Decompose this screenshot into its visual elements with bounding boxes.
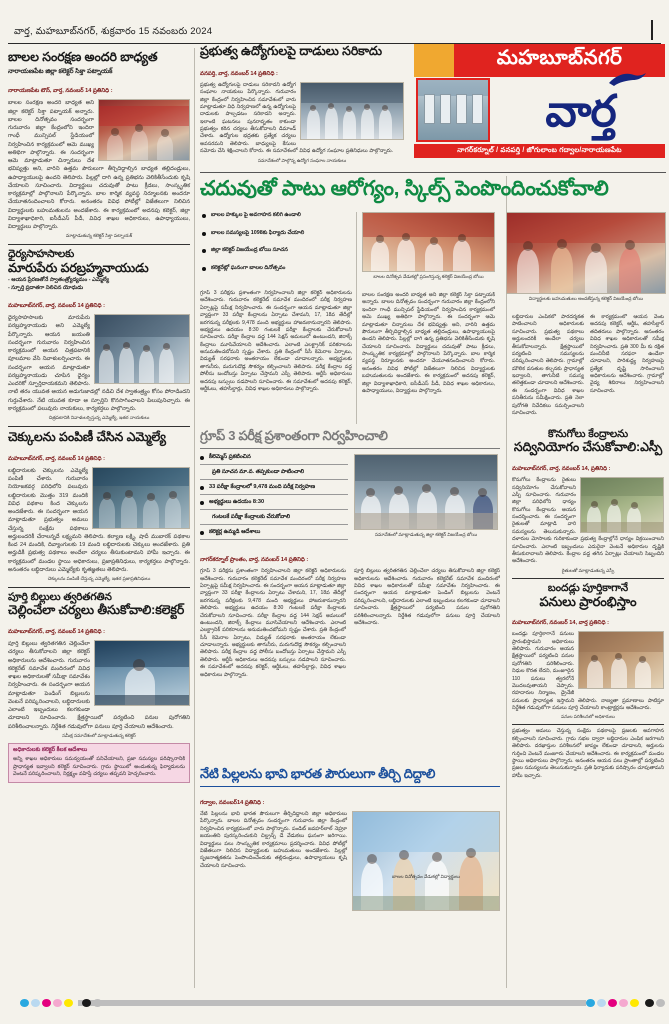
mid-story-3-heading: నేటి పిల్లలను భావి భారత పౌరులుగా తీర్చి దిద్దాలి [200, 766, 500, 787]
lead-photo-right-caption: విద్యార్థులకు బహుమతులు అందజేస్తున్న కలెక్టర్ విజయేంద్ర బోయి [528, 296, 644, 301]
right-story-3-caption: పనుల పరిశీలనలో అధికారులు [561, 714, 615, 720]
lead-bullet: బాలల హక్కుల పై అవగాహన కలిగి ఉండాలి [202, 212, 354, 219]
right-story-2-kicker: కొనుగోలు కేంద్రాలను [547, 428, 629, 440]
masthead [414, 44, 665, 166]
left-story-2-heading-2: మారుపేరు పరబ్రహ్మనాయుడు [8, 260, 149, 275]
right-story-2 [512, 428, 664, 574]
masthead-districts: నాగర్‌కర్నూల్ / వనపర్తి / జోగులాంబ గద్వాల/నారాయణపేట [457, 146, 622, 154]
right-story-2-caption: రైతులతో మాట్లాడుతున్న ఎస్పీ [561, 567, 615, 573]
right-story-2-body: కొనుగోలు కేంద్రాలను రైతులు సద్వినియోగం చేసుకోవాలని ఎస్పీ సూచించారు. గురువారం జిల్లా పరిధిలోని ధాన్యం కొనుగోలు కేంద్రాలను ఆయన సందర్శించారు. ఈ సందర్భంగా రైతులతో మాట్లాడి వారి సమస్యలను తెలుసుకున్నారు. దళారుల మోసాలకు గురికాకుండా ప్రభుత్వ కేంద్రాల్లోనే ధాన్యం విక్రయించాలని సూచించారు. ఎలాంటి ఇబ్బందులు ఎదురైనా వెంటనే అధికారుల దృష్టికి తీసుకురావాలని తెలిపారు. కేంద్రాల వద్ద తగిన ఏర్పాట్లు చేయాలని సిబ్బందిని ఆదేశించారు. [512, 477, 664, 565]
left-story-3-caption: చెక్కులను పంపిణీ చేస్తున్న ఎమ్మెల్యే, ఇతర ప్రజాప్రతినిధులు [47, 576, 151, 582]
left-story-4-body: పూర్తి బిల్లులు త్వరితగతిన చెల్లించేలా చర్యలు తీసుకోవాలని జిల్లా కలెక్టర్ అధికారులను ఆదేశించారు. గురువారం కలెక్టరేట్ సమావేశ మందిరంలో వివిధ శాఖల అధికారులతో సమీక్షా సమావేశం నిర్వహించారు. ఈ సందర్భంగా ఆయన మాట్లాడుతూ పెండింగ్ బిల్లులను వెంటనే పరిష్కరించాలని, లబ్ధిదారులకు ఎలాంటి ఇబ్బందులు కలగకుండా చూడాలని సూచించారు. క్షేత్రస్థాయిలో పర్యటించి పనుల పురోగతిని పరిశీలించాలన్నారు. నిర్దేశిత గడువులోగా పనులు పూర్తి చేయాలని ఆదేశించారు. [8, 641, 190, 730]
right-divider-1 [512, 578, 664, 579]
lead-top-rule [200, 172, 666, 173]
left-story-3-body: లబ్ధిదారులకు చెక్కులను ఎమ్మెల్యే పంపిణీ చేశారు. గురువారం నియోజకవర్గ పరిధిలోని పలువురు లబ్ధిదారులకు మొత్తం 319 మందికి వివిధ పథకాల కింద చెక్కులను అందజేశారు. ఈ సందర్భంగా ఆయన మాట్లాడుతూ ప్రభుత్వం అమలు చేస్తున్న సంక్షేమ పథకాలు అర్హులందరికీ చేరాలన్నదే లక్ష్యమని తెలిపారు. కల్యాణ లక్ష్మి, షాదీ ముబారక్ పథకాల కింద 24 మందికి, దివ్యాంగులకు 19 మంది లబ్ధిదారులకు చెక్కులు అందజేశారు. ప్రతి అర్హుడికీ ప్రభుత్వ పథకాలు అందేలా చర్యలు తీసుకుంటామని హామీ ఇచ్చారు. ఈ కార్యక్రమంలో మండల స్థాయి అధికారులు, ప్రజాప్రతినిధులు, కార్యకర్తలు పాల్గొన్నారు. అనంతరం లబ్ధిదారులు ఎమ్మెల్యేకు కృతజ్ఞతలు తెలిపారు. [8, 467, 190, 573]
mid-story-2-byline: నాగర్‌కర్నూల్ ప్రాంతం, వార్త, నవంబర్ 14 ప్రతినిధి : [200, 557, 309, 564]
right-column [512, 428, 664, 890]
left-divider-2 [8, 426, 190, 427]
masthead-districts-strip [414, 144, 665, 158]
lead-bullet-list [202, 212, 354, 282]
reg-dot-black [82, 999, 91, 1007]
column-rule-1 [194, 48, 195, 988]
mid-story-3 [200, 766, 500, 914]
left-story-1-body: బాలల సంరక్షణ అందరి బాధ్యత అని జిల్లా కలెక్టర్ సిక్తా పట్నాయక్ అన్నారు. బాలల దినోత్సవం సందర్భంగా గురువారం జిల్లా కేంద్రంలోని ఇందిరా గాంధీ మున్సిపల్ స్టేడియంలో నిర్వహించిన కార్యక్రమంలో ఆమె ముఖ్య అతిథిగా పాల్గొన్నారు. ఈ సందర్భంగా ఆమె మాట్లాడుతూ చిన్నారులు దేశ భవిష్యత్తు అని, వారిని ఉత్తమ పౌరులుగా తీర్చిదిద్దాల్సిన బాధ్యత తల్లిదండ్రులు, ఉపాధ్యాయులపై ఉందని తెలిపారు. పిల్లల్లో దాగి ఉన్న ప్రతిభను వెలికితీసేందుకు కృషి చేయాలని సూచించారు. విద్యార్థులు చదువుతో పాటు క్రీడలు, సాంస్కృతిక కార్యక్రమాల్లో పాల్గొనాలని పేర్కొన్నారు. బాల కార్మిక వ్యవస్థ నిర్మూలనకు అందరూ చేయూతనందించాలని కోరారు. అనంతరం వివిధ పోటీల్లో విజేతలుగా నిలిచిన విద్యార్థులకు బహుమతులను అందజేశారు. ఈ కార్యక్రమంలో అదనపు కలెక్టర్, జిల్లా విద్యాశాఖాధికారి, ఐసీడీఎస్ పీడీ, వివిధ శాఖల అధికారులు, ఉపాధ్యాయులు, విద్యార్థులు పాల్గొన్నారు. [8, 100, 190, 231]
mid-bullet: కలెక్టర్ల ఉమ్మడి ఆదేశాలు [200, 529, 348, 540]
left-story-1-heading: బాలల సంరక్షణ అందరి బాధ్యత [8, 50, 158, 64]
mid-story-2 [200, 428, 500, 768]
reg-dot-grey-right [656, 999, 665, 1007]
right-story-1-body-2: ఈ కార్యక్రమంలో ఆయన వెంట అదనపు కలెక్టర్, ఆర్డీఓ, తహసీల్దార్ తదితరులు పాల్గొన్నారు. అనంతరం వివిధ శాఖల అధికారులతో సమీక్ష నిర్వహించారు. ప్రతి 300 మీ కు రక్షిత మంచినీటి సరఫరా ఉండేలా చూడాలని, పారిశుద్ధ్య నిర్వహణపై ప్రత్యేక దృష్టి సారించాలని అధికారులను ఆదేశించారు. గ్రామాల్లో వైద్య శిబిరాలు నిర్వహించాలని సూచించారు. [590, 314, 664, 394]
reg-dot-yellow-right [630, 999, 639, 1007]
mid-story-2-bullet-list [200, 454, 348, 544]
masthead-city: మహబూబ్‌నగర్ [496, 47, 623, 69]
right-story-3 [512, 582, 664, 721]
left-story-1-photo [98, 99, 190, 161]
reg-dot-yellow [64, 999, 73, 1007]
mid-story-3-byline: గద్వాల, నవంబర్14 ప్రతినిధి : [200, 800, 265, 806]
right-story-2-byline: మహబూబ్‌నగర్, వార్త, నవంబర్ 14, ప్రతినిధి : [512, 466, 611, 473]
mid-bullet: అభ్యర్థులు ఉదయం 8:30 [200, 499, 348, 510]
left-story-4 [8, 591, 190, 783]
left-story-3-heading: చెక్కులను పంపిణీ చేసిన ఎమ్మెల్యే [8, 430, 166, 445]
reg-dot-magenta-right [608, 999, 617, 1007]
left-story-2-bullet-1: - ఆయన ప్రేరణతోనే స్వాతంత్ర్యోద్యమం - ఎమ్మెల్యే [8, 277, 110, 284]
left-story-4-note-body: అన్ని శాఖల అధికారులు సమన్వయంతో పనిచేయాలని, ప్రజా సమస్యల పరిష్కారానికి ప్రాధాన్యత ఇవ్వాలని కలెక్టర్ సూచించారు. గ్రామ స్థాయిలో అందుతున్న ఫిర్యాదులను వెంటనే పరిష్కరించాలని, నిర్లక్ష్యం వహిస్తే చర్యలు తప్పవని హెచ్చరించారు. [13, 756, 185, 778]
masthead-orange-block [414, 44, 454, 77]
mid-story-3-caption: బాలల దినోత్సవం వేడుకల్లో విద్యార్థులు [392, 874, 460, 879]
left-story-4-heading: చెల్లించేలా చర్యలు తీసుకోవాలి:కలెక్టర్ [8, 603, 185, 618]
left-story-2-photo [94, 314, 190, 384]
left-story-1-caption: మాట్లాడుతున్న కలెక్టర్ సిక్తా పట్నాయక్ [65, 233, 133, 239]
left-story-4-note [8, 743, 190, 783]
right-story-3-body: బందడ్లు పూర్తికాగానే పనులు ప్రారంభిస్తామని అధికారులు తెలిపారు. గురువారం ఆయన క్షేత్రస్థాయిలో పర్యటించి పనుల పురోగతిని పరిశీలించారు. నిధుల కొరత లేదని, మంజూరైన 110 పనులు త్వరలోనే మొదలవుతాయని చెప్పారు. రహదారుల నిర్మాణం, డ్రైనేజీ పనులకు ప్రాధాన్యత ఇస్తామని తెలిపారు. నాణ్యతా ప్రమాణాలు పాటిస్తూ నిర్దేశిత గడువులోగా పనులు పూర్తి చేయాలని కాంట్రాక్టర్లను ఆదేశించారు. [512, 631, 664, 712]
lead-bullet: జిల్లా కలెక్టర్ విజయేంద్ర బోయి సూచన [202, 247, 354, 254]
left-story-4-byline: మహబూబ్‌నగర్, వార్త, నవంబర్ 14 ప్రతినిధి : [8, 629, 105, 636]
reg-dot-grey [93, 999, 102, 1007]
lead-bullet: కలెక్టరేట్లో ఘనంగా బాలల దినోత్సవం [202, 265, 354, 272]
lead-headline: చదువుతో పాటు ఆరోగ్యం, స్కిల్స్ పెంపొందించుకోవాలి [200, 177, 609, 200]
lead-headline-block [200, 176, 666, 206]
mid-story-1 [200, 44, 404, 163]
left-story-4-note-heading: అధికారులకు కలెక్టర్ కీలక ఆదేశాలు [13, 746, 88, 753]
date-bar [0, 22, 669, 42]
lead-bullet: బాలల సమస్యలపై 1098కు ఫిర్యాదు చేయాలి [202, 230, 354, 237]
right-story-3-byline: మహబూబ్‌నగర్, నవంబర్ 14, వార్త ప్రతినిధి : [512, 620, 609, 627]
right-story-3-kicker: బందడ్లు పూర్తికాగానే [547, 581, 629, 594]
left-story-4-kicker: పూర్తి బిల్లులు త్వరితగతిన [8, 591, 112, 604]
reg-dot-magenta-light [53, 999, 62, 1007]
masthead-title: వార్త [545, 86, 616, 136]
left-story-2-heading-1: ధైర్యసాహసాలకు [8, 248, 75, 261]
color-registration-bar [0, 999, 669, 1008]
right-story-4-body: ప్రభుత్వం అమలు చేస్తున్న సంక్షేమ పథకాలపై ప్రజలకు అవగాహన కల్పించాలని సూచించారు. గ్రామ సభల ద్వారా లబ్ధిదారుల ఎంపిక జరగాలని తెలిపారు. దరఖాస్తుల పరిశీలనలో జాప్యం లేకుండా చూడాలని, అర్హులను గుర్తించి వెంటనే మంజూరు చేయాలని ఆదేశించారు. ఈ కార్యక్రమంలో మండల స్థాయి అధికారులు పాల్గొన్నారు. అనంతరం ఆయన పలు ప్రాంతాల్లో పర్యటించి ప్రజల సమస్యలను తెలుసుకున్నారు. ప్రతి ఫిర్యాదుకు పరిష్కారం చూపుతామని హామీ ఇచ్చారు. [512, 728, 664, 779]
edition-mark [651, 20, 653, 40]
lead-body-left: గ్రూప్ 3 పరీక్షను ప్రశాంతంగా నిర్వహించాలని జిల్లా కలెక్టర్ అధికారులను ఆదేశించారు. గురువారం కలెక్టరేట్ సమావేశ మందిరంలో పరీక్ష నిర్వహణ ఏర్పాట్లపై సమీక్ష నిర్వహించారు. ఈ సందర్భంగా ఆయన మాట్లాడుతూ జిల్లా వ్యాప్తంగా 33 పరీక్షా కేంద్రాలను ఏర్పాటు చేశామని, 17, 18వ తేదీల్లో జరగనున్న పరీక్షలకు 9,478 మంది అభ్యర్థులు హాజరుకానున్నారని తెలిపారు. అభ్యర్థులు ఉదయం 8:30 గంటలకే పరీక్షా కేంద్రాలకు చేరుకోవాలని సూచించారు. పరీక్షా కేంద్రాల వద్ద 144 సెక్షన్ అమలులో ఉంటుందని, జిరాక్స్ కేంద్రాలు మూసివేయాలని ఆదేశించారు. ఎలాంటి ఎలక్ట్రానిక్ పరికరాలను అనుమతించబోమని స్పష్టం చేశారు. ప్రతి కేంద్రంలో సీసీ కెమెరాల ఏర్పాటు, విద్యుత్ సరఫరాకు అంతరాయం లేకుండా చూడాలన్నారు. అభ్యర్థులకు తాగునీరు, మరుగుదొడ్ల సౌకర్యం కల్పించాలని తెలిపారు. పరీక్ష కేంద్రాల వద్ద పోలీసు బందోబస్తు ఏర్పాటు చేస్తామని ఎస్పీ తెలిపారు. ఆర్టీసీ అధికారులు అదనపు బస్సులు నడపాలని సూచించారు. ఈ సమావేశంలో అదనపు కలెక్టర్, ఆర్డీఓలు, తహసీల్దార్లు, వివిధ శాఖల అధికారులు పాల్గొన్నారు. [200, 290, 352, 392]
masthead-photo-dam [416, 78, 490, 142]
left-story-2-byline: మహబూబ్‌నగర్, వార్త, నవంబర్ 14 ప్రతినిధి : [8, 303, 105, 310]
reg-dot-black-right [645, 999, 654, 1007]
lead-photo-right [506, 212, 666, 294]
mid-story-1-body: ప్రభుత్వ ఉద్యోగులపై దాడులు సరికాదని ఉద్యోగ సంఘాల నాయకులు పేర్కొన్నారు. గురువారం జిల్లా కేంద్రంలో నిర్వహించిన సమావేశంలో వారు మాట్లాడుతూ విధి నిర్వహణలో ఉన్న ఉద్యోగులపై దాడులకు పాల్పడటం సరికాదని అన్నారు. ఇలాంటి ఘటనలు పునరావృతం కాకుండా ప్రభుత్వం కఠిన చర్యలు తీసుకోవాలని డిమాండ్ చేశారు. ఉద్యోగుల భద్రతకు ప్రత్యేక చర్యలు అవసరమని తెలిపారు. బాధ్యులపై కేసులు నమోదు చేసి శిక్షించాలని కోరారు. ఈ సమావేశంలో వివిధ ఉద్యోగ సంఘాల ప్రతినిధులు పాల్గొన్నారు. [200, 81, 393, 155]
mid-story-1-heading: ప్రభుత్వ ఉద్యోగులపై దాడులు సరికాదు [200, 44, 382, 58]
mid-bullet: గంటలకే పరీక్షా కేంద్రాలకు చేరుకోవాలి [200, 514, 348, 525]
mid-bullet: ప్రతి సూచన మా.వ. తప్పకుండా పాటించాలి [200, 469, 348, 480]
left-story-2-bullet-2: - స్ఫూర్తి ప్రదాతగా నిలిచిన యోధుడు [8, 284, 84, 291]
reg-dot-magenta-light-right [619, 999, 628, 1007]
right-story-3-heading: పనులు ప్రారంభిస్తాం [539, 593, 637, 609]
reg-dot-cyan-light-right [597, 999, 606, 1007]
mid-story-2-photo [354, 454, 498, 530]
right-story-2-photo [580, 477, 664, 533]
mid-story-1-caption: సమావేశంలో పాల్గొన్న ఉద్యోగ సంఘాల నాయకులు [257, 157, 347, 163]
mid-bullet: కీలెమ్మెస్ ప్రకటించిన [200, 454, 348, 465]
mid-story-2-body-col1: గ్రూప్ 3 పరీక్షను ప్రశాంతంగా నిర్వహించాలని జిల్లా కలెక్టర్ అధికారులను ఆదేశించారు. గురువారం కలెక్టరేట్ సమావేశ మందిరంలో పరీక్ష నిర్వహణ ఏర్పాట్లపై సమీక్ష నిర్వహించారు. ఈ సందర్భంగా ఆయన మాట్లాడుతూ జిల్లా వ్యాప్తంగా 33 పరీక్షా కేంద్రాలను ఏర్పాటు చేశామని, 17, 18వ తేదీల్లో జరగనున్న పరీక్షలకు 9,478 మంది అభ్యర్థులు హాజరుకానున్నారని తెలిపారు. అభ్యర్థులు ఉదయం 8:30 గంటలకే పరీక్షా కేంద్రాలకు చేరుకోవాలని సూచించారు. పరీక్షా కేంద్రాల వద్ద 144 సెక్షన్ అమలులో ఉంటుందని, జిరాక్స్ కేంద్రాలు మూసివేయాలని ఆదేశించారు. ఎలాంటి ఎలక్ట్రానిక్ పరికరాలను అనుమతించబోమని స్పష్టం చేశారు. ప్రతి కేంద్రంలో సీసీ కెమెరాల ఏర్పాటు, విద్యుత్ సరఫరాకు అంతరాయం లేకుండా చూడాలన్నారు. అభ్యర్థులకు తాగునీరు, మరుగుదొడ్ల సౌకర్యం కల్పించాలని తెలిపారు. పరీక్ష కేంద్రాల వద్ద పోలీసు బందోబస్తు ఏర్పాటు చేస్తామని ఎస్పీ తెలిపారు. ఆర్టీసీ అధికారులు అదనపు బస్సులు నడపాలని సూచించారు. ఈ సమావేశంలో అదనపు కలెక్టర్, ఆర్డీఓలు, తహసీల్దార్లు, వివిధ శాఖల అధికారులు పాల్గొన్నారు. [200, 568, 346, 678]
mid-story-2-body-col2: పూర్తి బిల్లులు త్వరితగతిన చెల్లించేలా చర్యలు తీసుకోవాలని జిల్లా కలెక్టర్ అధికారులను ఆదేశించారు. గురువారం కలెక్టరేట్ సమావేశ మందిరంలో వివిధ శాఖల అధికారులతో సమీక్షా సమావేశం నిర్వహించారు. ఈ సందర్భంగా ఆయన మాట్లాడుతూ పెండింగ్ బిల్లులను వెంటనే పరిష్కరించాలని, లబ్ధిదారులకు ఎలాంటి ఇబ్బందులు కలగకుండా చూడాలని సూచించారు. క్షేత్రస్థాయిలో పర్యటించి పనుల పురోగతిని పరిశీలించాలన్నారు. నిర్దేశిత గడువులోగా పనులు పూర్తి చేయాలని ఆదేశించారు. [354, 568, 500, 626]
reg-dot-cyan-light [31, 999, 40, 1007]
mid-story-2-heading: గ్రూప్ 3 పరీక్ష ప్రశాంతంగా నిర్వహించాలి [200, 428, 500, 449]
reg-dot-cyan [20, 999, 29, 1007]
right-story-2-heading: సద్వినియోగం చేసుకోవాలి:ఎస్పీ [513, 440, 663, 455]
mid-bullet: 33 పరీక్షా కేంద్రాలలో 9,478 మంది పరీక్ష నిర్వహణ [200, 484, 348, 495]
left-divider-3 [8, 587, 190, 588]
mid-story-1-photo [300, 82, 404, 140]
mid-story-3-photo [352, 811, 500, 911]
left-story-4-photo [94, 640, 190, 706]
right-story-3-photo [578, 631, 664, 689]
left-story-2-caption: చిత్రపటానికి నివాళులర్పిస్తున్న ఎమ్మెల్యే, ఇతర నాయకులు [48, 415, 150, 421]
left-divider-1 [8, 244, 190, 245]
left-story-2-body: ధైర్యసాహసాలకు మారుపేరు పరబ్రహ్మనాయుడు అని ఎమ్మెల్యే పేర్కొన్నారు. ఆయన జయంతి సందర్భంగా గురువారం నిర్వహించిన కార్యక్రమంలో ఆయన చిత్రపటానికి పూలమాల వేసి నివాళులర్పించారు. ఈ సందర్భంగా ఆయన మాట్లాడుతూ పరబ్రహ్మనాయుడు చూపిన ధైర్యం ఎందరికో స్ఫూర్తిదాయకమని తెలిపారు. నాటి తరం యువత ఆయన అడుగుజాడల్లో నడిచి దేశ స్వాతంత్ర్యం కోసం పోరాడిందని గుర్తుచేశారు. నేటి యువత కూడా ఆ స్ఫూర్తిని కొనసాగించాలని పిలుపునిచ్చారు. ఈ కార్యక్రమంలో పలువురు నాయకులు, కార్యకర్తలు పాల్గొన్నారు. [8, 315, 190, 412]
mid-story-2-caption: సమావేశంలో మాట్లాడుతున్న జిల్లా కలెక్టర్ విజయేంద్ర బోయి [374, 532, 478, 537]
reg-dot-cyan-right [586, 999, 595, 1007]
lead-photo-left [362, 212, 495, 272]
right-story-1-body: లబ్ధిదారుల ఎంపికలో పారదర్శకత పాటించాలని అధికారులకు సూచించారు. ప్రభుత్వ పథకాలు అర్హులందరికీ అందేలా చర్యలు తీసుకోవాలన్నారు. క్షేత్రస్థాయిలో పర్యటించి సమస్యలను పరిష్కరించాలని తెలిపారు. గ్రామాల్లో మౌలిక వసతుల కల్పనకు ప్రాధాన్యత ఇవ్వాలని, తాగునీటి సమస్య తలెత్తకుండా చూడాలని ఆదేశించారు. ఈ సందర్భంగా వివిధ శాఖల పనితీరును సమీక్షించారు. ప్రతి నెలా పురోగతి నివేదికలు సమర్పించాలని సూచించారు. [512, 314, 584, 416]
reg-dot-magenta [42, 999, 51, 1007]
left-story-3-photo [92, 467, 190, 529]
date-line: వార్త, మహబూబ్‌నగర్, శుక్రవారం 15 నవంబరు 2024 [14, 25, 213, 37]
left-story-1-subhead: నారాయణపేట జిల్లా కలెక్టర్ సిక్తా పట్నాయక్ [8, 67, 113, 75]
left-story-3-byline: మహబూబ్‌నగర్, వార్త, నవంబర్ 14 ప్రతినిధి : [8, 455, 105, 462]
left-story-3 [8, 430, 190, 582]
left-story-4-caption: సమీక్ష సమావేశంలో మాట్లాడుతున్న కలెక్టర్ [62, 732, 136, 738]
lead-body-mid: బాలల సంరక్షణ అందరి బాధ్యత అని జిల్లా కలెక్టర్ సిక్తా పట్నాయక్ అన్నారు. బాలల దినోత్సవం సందర్భంగా గురువారం జిల్లా కేంద్రంలోని ఇందిరా గాంధీ మున్సిపల్ స్టేడియంలో నిర్వహించిన కార్యక్రమంలో ఆమె ముఖ్య అతిథిగా పాల్గొన్నారు. ఈ సందర్భంగా ఆమె మాట్లాడుతూ చిన్నారులు దేశ భవిష్యత్తు అని, వారిని ఉత్తమ పౌరులుగా తీర్చిదిద్దాల్సిన బాధ్యత తల్లిదండ్రులు, ఉపాధ్యాయులపై ఉందని తెలిపారు. పిల్లల్లో దాగి ఉన్న ప్రతిభను వెలికితీసేందుకు కృషి చేయాలని సూచించారు. విద్యార్థులు చదువుతో పాటు క్రీడలు, సాంస్కృతిక కార్యక్రమాల్లో పాల్గొనాలని పేర్కొన్నారు. బాల కార్మిక వ్యవస్థ నిర్మూలనకు అందరూ చేయూతనందించాలని కోరారు. అనంతరం వివిధ పోటీల్లో విజేతలుగా నిలిచిన విద్యార్థులకు బహుమతులను అందజేశారు. ఈ కార్యక్రమంలో అదనపు కలెక్టర్, జిల్లా విద్యాశాఖాధికారి, ఐసీడీఎస్ పీడీ, వివిధ శాఖల అధికారులు, ఉపాధ్యాయులు, విద్యార్థులు పాల్గొన్నారు. [362, 292, 495, 394]
mid-story-1-byline: వనపర్తి, వార్త, నవంబర్ 14 ప్రతినిధి : [200, 70, 278, 77]
column-rule-3 [356, 212, 357, 424]
mid-story-3-body: నేటి పిల్లలను భావి భారత పౌరులుగా తీర్చిదిద్దాలని జిల్లా అధికారులు పేర్కొన్నారు. బాలల దినోత్సవం సందర్భంగా గురువారం జిల్లా కేంద్రంలో నిర్వహించిన కార్యక్రమంలో వారు పాల్గొన్నారు. పండిట్ జవహర్‌లాల్ నెహ్రూ జయంతిని పురస్కరించుకుని చిల్డ్రన్స్ డే వేడుకలు ఘనంగా జరిగాయి. విద్యార్థులు పలు సాంస్కృతిక కార్యక్రమాలు ప్రదర్శించారు. వివిధ పోటీల్లో విజేతలుగా నిలిచిన విద్యార్థులకు బహుమతులు అందజేశారు. పిల్లల్లో సృజనాత్మకతను పెంపొందించేందుకు తల్లిదండ్రులు, ఉపాధ్యాయులు కృషి చేయాలని సూచించారు. [200, 811, 347, 869]
lead-photo-left-caption: బాలల దినోత్సవ వేడుకల్లో ప్రసంగిస్తున్న కలెక్టర్ విజయేంద్ర బోయి [373, 274, 484, 279]
left-story-2 [8, 248, 190, 421]
left-column [8, 50, 190, 783]
left-story-1-byline: నారాయణపేట టౌన్, వార్త, నవంబర్ 14 ప్రతినిధి : [8, 88, 113, 95]
left-story-1 [8, 50, 190, 239]
registration-grey-bar [78, 1000, 586, 1006]
masthead-title-block [496, 80, 665, 144]
right-divider-2 [512, 724, 664, 725]
